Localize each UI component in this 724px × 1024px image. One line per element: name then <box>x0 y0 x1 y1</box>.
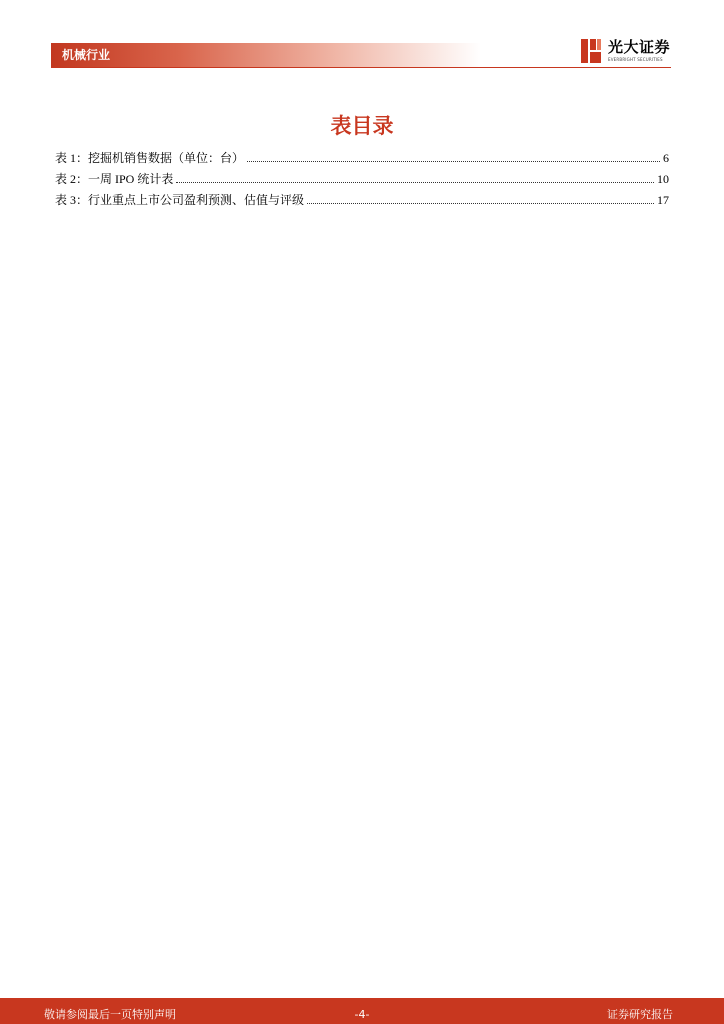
company-logo <box>580 38 672 66</box>
logo-name: 光大证券 <box>608 38 671 56</box>
everbright-logo-icon <box>580 38 602 64</box>
page-footer <box>0 998 724 1024</box>
toc-entry[interactable] <box>55 150 669 171</box>
report-type: 证券研究报告 <box>607 1008 673 1021</box>
toc-entry-label: 表 2：一周 IPO 统计表 <box>55 172 174 186</box>
toc-title: 表目录 <box>330 114 394 138</box>
logo-subtitle: EVERBRIGHT SECURITIES <box>608 57 663 62</box>
toc-list <box>55 150 669 213</box>
toc-entry-page: 6 <box>663 151 669 165</box>
toc-dot-leader <box>176 182 654 183</box>
page-number: -4- <box>354 1008 370 1021</box>
disclaimer-notice: 敬请参阅最后一页特别声明 <box>44 1008 176 1021</box>
toc-dot-leader <box>307 203 654 204</box>
toc-entry[interactable] <box>55 192 669 213</box>
toc-entry-page: 10 <box>657 172 669 186</box>
header-banner <box>51 43 481 67</box>
toc-entry-label: 表 3：行业重点上市公司盈利预测、估值与评级 <box>55 193 305 207</box>
header-divider <box>51 67 671 68</box>
industry-section-label: 机械行业 <box>62 48 111 62</box>
toc-dot-leader <box>247 161 660 162</box>
toc-entry[interactable] <box>55 171 669 192</box>
toc-entry-page: 17 <box>657 193 669 207</box>
toc-entry-label: 表 1：挖掘机销售数据（单位：台） <box>55 151 245 165</box>
